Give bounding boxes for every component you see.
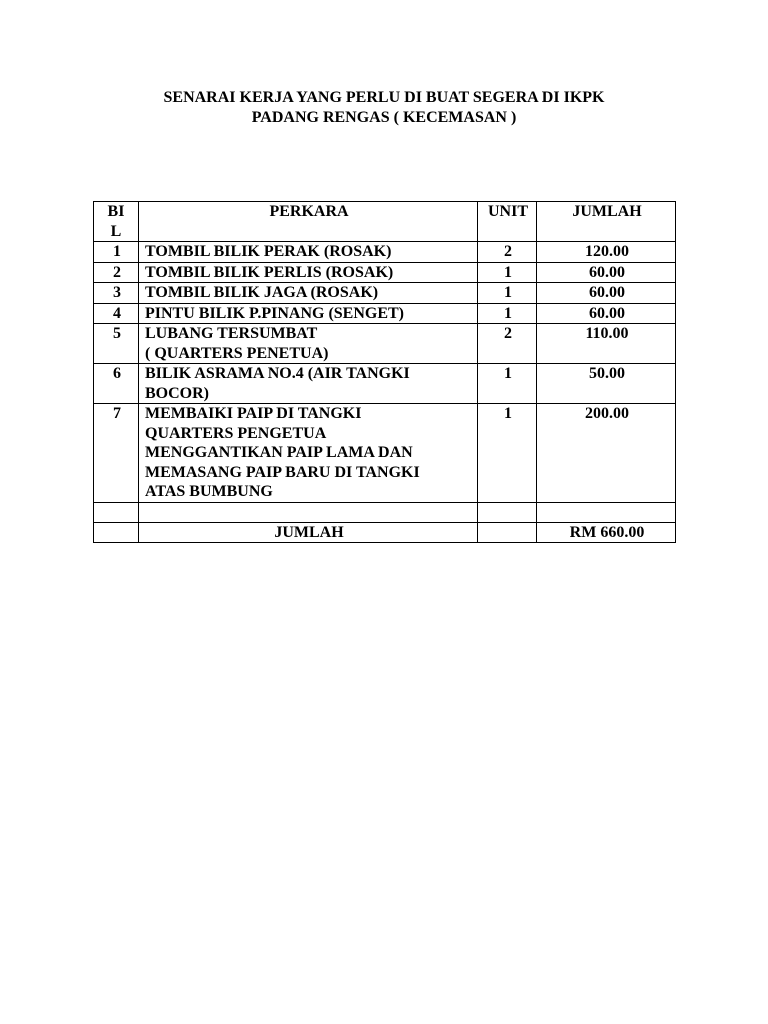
cell-bil: 4 xyxy=(94,303,139,324)
perkara-line: BOCOR) xyxy=(145,384,209,402)
table-row xyxy=(94,283,676,304)
cell-unit: 1 xyxy=(478,364,537,404)
perkara-line: TOMBIL BILIK JAGA (ROSAK) xyxy=(145,284,379,301)
perkara-line: ( QUARTERS PENETUA) xyxy=(145,344,329,362)
perkara-line: MEMBAIKI PAIP DI TANGKI xyxy=(145,405,362,422)
perkara-line: LUBANG TERSUMBAT xyxy=(145,325,318,342)
cell-jumlah: 200.00 xyxy=(537,404,676,503)
header-perkara: PERKARA xyxy=(139,202,478,242)
header-unit: UNIT xyxy=(478,202,537,242)
header-bil xyxy=(94,202,139,242)
cell-bil: 1 xyxy=(94,242,139,263)
title-line-2: PADANG RENGAS ( KECEMASAN ) xyxy=(251,109,517,126)
table-body xyxy=(94,242,676,503)
table-row xyxy=(94,324,676,364)
perkara-line: QUARTERS PENGETUA xyxy=(145,424,327,442)
table-row xyxy=(94,303,676,324)
perkara-line: TOMBIL BILIK PERAK (ROSAK) xyxy=(145,243,392,260)
cell-perkara xyxy=(139,404,478,503)
empty-cell xyxy=(94,502,139,522)
cell-jumlah: 120.00 xyxy=(537,242,676,263)
table-row xyxy=(94,262,676,283)
table-row xyxy=(94,404,676,503)
table-total-row xyxy=(94,522,676,543)
cell-jumlah: 60.00 xyxy=(537,283,676,304)
table-empty-row xyxy=(94,502,676,522)
cell-unit: 2 xyxy=(478,242,537,263)
cell-perkara xyxy=(139,242,478,263)
total-value: RM 660.00 xyxy=(537,522,676,543)
empty-cell xyxy=(478,502,537,522)
perkara-line: MENGGANTIKAN PAIP LAMA DAN xyxy=(145,444,413,461)
cell-unit: 1 xyxy=(478,303,537,324)
table-header-row xyxy=(94,202,676,242)
page-title xyxy=(0,88,768,128)
perkara-line: MEMASANG PAIP BARU DI TANGKI xyxy=(145,463,420,481)
cell-perkara xyxy=(139,283,478,304)
header-jumlah: JUMLAH xyxy=(537,202,676,242)
cell-unit: 1 xyxy=(478,283,537,304)
cell-bil: 2 xyxy=(94,262,139,283)
cell-unit: 2 xyxy=(478,324,537,364)
cell-unit: 1 xyxy=(478,262,537,283)
header-bil-line-2: L xyxy=(110,222,122,240)
total-empty-cell xyxy=(478,522,537,543)
cell-jumlah: 50.00 xyxy=(537,364,676,404)
empty-cell xyxy=(139,502,478,522)
perkara-line: BILIK ASRAMA NO.4 (AIR TANGKI xyxy=(145,365,410,382)
table-row xyxy=(94,364,676,404)
cell-bil: 5 xyxy=(94,324,139,364)
cell-jumlah: 110.00 xyxy=(537,324,676,364)
cell-bil: 7 xyxy=(94,404,139,503)
cell-bil: 3 xyxy=(94,283,139,304)
perkara-line: PINTU BILIK P.PINANG (SENGET) xyxy=(145,304,405,322)
cell-perkara xyxy=(139,364,478,404)
cell-jumlah: 60.00 xyxy=(537,303,676,324)
table-row xyxy=(94,242,676,263)
cell-unit: 1 xyxy=(478,404,537,503)
title-line-1: SENARAI KERJA YANG PERLU DI BUAT SEGERA DI IKPK xyxy=(163,89,605,106)
cell-jumlah: 60.00 xyxy=(537,262,676,283)
perkara-line: TOMBIL BILIK PERLIS (ROSAK) xyxy=(145,263,394,281)
total-empty-cell xyxy=(94,522,139,543)
cell-perkara xyxy=(139,324,478,364)
empty-cell xyxy=(537,502,676,522)
cell-perkara xyxy=(139,262,478,283)
total-label: JUMLAH xyxy=(139,522,478,543)
cell-bil: 6 xyxy=(94,364,139,404)
header-bil-line-1: BI xyxy=(107,203,125,220)
perkara-line: ATAS BUMBUNG xyxy=(145,483,273,500)
cell-perkara xyxy=(139,303,478,324)
work-list-table xyxy=(93,201,676,543)
